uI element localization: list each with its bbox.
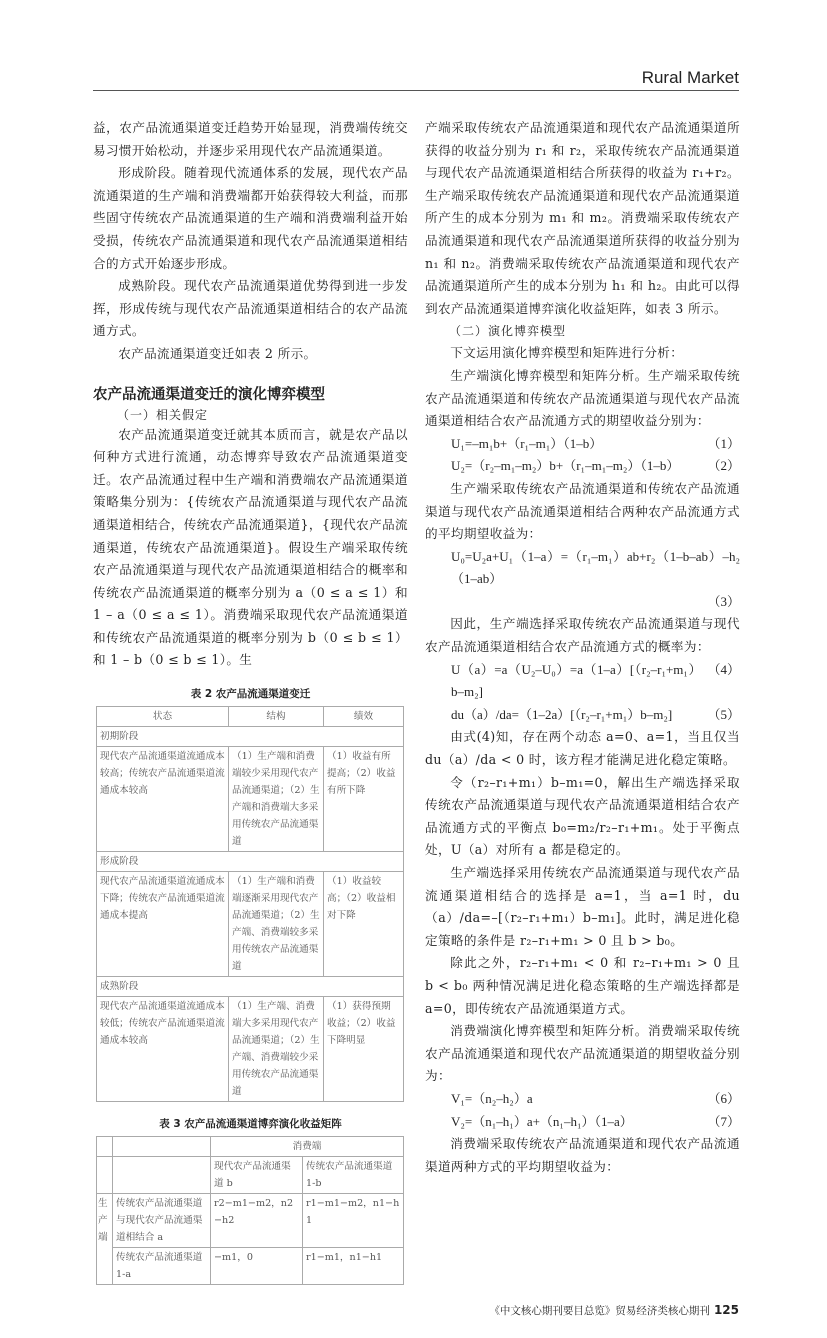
stage-row: 初期阶段: [97, 727, 404, 747]
paragraph: 下文运用演化博弈模型和矩阵进行分析：: [450, 345, 684, 361]
equation-1: [425, 433, 740, 456]
table-header: 绩效: [324, 707, 404, 727]
table-cell: r1−m1−m2，n1−h1: [303, 1194, 404, 1248]
equation-4: [425, 659, 740, 704]
equation: U（a）=a（U₂–U₀）=a（1–a）[（r₂–r₁+m₁）b–m₂]: [451, 661, 702, 700]
equation: du（a）/da=（1–2a）[（r₂–r₁+m₁）b–m₂]: [451, 706, 673, 722]
producer-label: 产: [98, 1215, 108, 1227]
subsection-heading: （二）演化博弈模型: [449, 324, 567, 339]
equation-number: （3）: [707, 593, 740, 609]
section-heading: 农产品流通渠道变迁的演化博弈模型: [93, 386, 325, 403]
paragraph: 农产品流通渠道变迁如表 2 所示。: [118, 345, 317, 361]
equation-7: [425, 1111, 740, 1134]
table3: [96, 1136, 404, 1285]
table-cell: 现代农产品流通渠道流通成本下降；传统农产品流通渠道流通成本提高: [97, 872, 229, 977]
equation-6: [425, 1088, 740, 1111]
paragraph: 生产端选择采用传统农产品流通渠道与现代农产品流通渠道相结合的选择是 a=1，当 a=1 时，du（a）/da=–[（r₂–r₁+m₁）b–m₁]。此时，满足进化稳定策略的条件是 r₂–r₁+m₁ > 0 且 b > b₀。: [425, 865, 740, 948]
table-cell: 传统农产品流通渠道与现代农产品流通渠道相结合 a: [113, 1194, 211, 1248]
equation: U₁=–m₁b+（r₁–m₁）（1–b）: [451, 435, 603, 451]
table-cell: （1）生产端和消费端较少采用现代农产品流通渠道；（2）生产端和消费端大多采用传统农产品流通渠道: [229, 747, 324, 852]
equation-5: [425, 704, 740, 727]
equation: V₁=（n₂–h₂）a: [451, 1090, 533, 1106]
table-cell: r1−m1，n1−h1: [303, 1248, 404, 1285]
table-cell: （1）获得预期收益；（2）收益下降明显: [324, 997, 404, 1102]
equation-number: （4）: [707, 661, 740, 677]
stage-row: 成熟阶段: [97, 977, 404, 997]
table-header: 传统农产品流通渠道 1-b: [303, 1157, 404, 1194]
paragraph: 消费端采取传统农产品流通渠道和现代农产品流通渠道两种方式的平均期望收益为：: [425, 1136, 740, 1174]
consumer-header: 消费端: [211, 1137, 404, 1157]
paragraph: 成熟阶段。现代农产品流通渠道优势得到进一步发挥，形成传统与现代农产品流通渠道相结合的农产品流通方式。: [93, 278, 408, 339]
producer-label: 生: [98, 1198, 108, 1210]
subsection-heading: （一）相关假定: [117, 407, 209, 422]
paragraph: 由式(4)知，存在两个动态 a=0、a=1，当且仅当 du（a）/da < 0 时，该方程才能满足进化稳定策略。: [425, 729, 740, 768]
table3-title: 表 3 农产品流通渠道博弈演化收益矩阵: [159, 1118, 342, 1131]
table-header: 现代农产品流通渠道 b: [211, 1157, 303, 1194]
table-cell: r2−m1−m2，n2−h2: [211, 1194, 303, 1248]
table-cell: 现代农产品流通渠道流通成本较低；传统农产品流通渠道流通成本较高: [97, 997, 229, 1102]
table-cell: 传统农产品流通渠道 1-a: [113, 1248, 211, 1285]
paragraph: 农产品流通渠道变迁就其本质而言，就是农产品以何种方式进行流通，动态博弈导致农产品流通渠道变迁。农产品流通过程中生产端和消费端农产品流通渠道策略集分别为：{传统农产品流通渠道与现代农产品流通渠道相结合，传统农产品流通渠道}，{现代农产品流通渠道，传统农产品流通渠道}。假设生产端采取传统农产品流通渠道与现代农产品流通渠道相结合的概率和传统农产品流通渠道的概率分别为 a（0 ≤ a ≤ 1）和 1 – a（0 ≤ a ≤ 1）。消费端采取现代农产品流通渠道和传统农产品流通渠道的概率分别为 b（0 ≤ b ≤ 1）和 1 – b（0 ≤ b ≤ 1）。生: [93, 426, 408, 668]
paragraph: 产端采取传统农产品流通渠道和现代农产品流通渠道所获得的收益分别为 r₁ 和 r₂，采取传统农产品流通渠道与现代农产品流通渠道相结合所获得的收益为 r₁+r₂。生产端采取传统农产品流通渠道和现代农产品流通渠道所产生的成本分别为 m₁ 和 m₂。消费端采取传统农产品流通渠道和现代农产品流通渠道所获得的收益分别为 n₁ 和 n₂。消费端采取传统农产品流通渠道和现代农产品流通渠道所产生的成本分别为 h₁ 和 h₂。由此可以得到农产品流通渠道博弈演化收益矩阵，如表 3 所示。: [425, 120, 740, 316]
equation: V₂=（n₁–h₁）a+（n₁–h₁）（1–a）: [451, 1113, 633, 1129]
page-footer: [0, 1285, 827, 1338]
equation-3: [425, 546, 740, 614]
journal-note: 《中文核心期刊要目总览》贸易经济类核心期刊: [489, 1305, 710, 1318]
page-number: 125: [713, 1303, 739, 1318]
table-cell: （1）收益较高；（2）收益相对下降: [324, 872, 404, 977]
equation-number: （1）: [707, 435, 740, 451]
paragraph: 形成阶段。随着现代流通体系的发展，现代农产品流通渠道的生产端和消费端都开始获得较大利益，而那些固守传统农产品流通渠道的生产端和消费端利益开始受损，传统农产品流通渠道和现代农产品流通渠道相结合的方式开始逐步形成。: [93, 165, 408, 271]
right-column: [425, 117, 740, 1178]
table-cell: 现代农产品流通渠道流通成本较高；传统农产品流通渠道流通成本较高: [97, 747, 229, 852]
paragraph: 因此，生产端选择采取传统农产品流通渠道与现代农产品流通渠道相结合农产品流通方式的概率为：: [425, 616, 740, 655]
paragraph: 益，农产品流通渠道变迁趋势开始显现，消费端传统交易习惯开始松动，并逐步采用现代农产品流通渠道。: [93, 120, 408, 158]
left-column: [93, 117, 408, 1285]
running-header: Rural Market: [641, 68, 739, 87]
equation-number: （7）: [707, 1113, 740, 1129]
paragraph: 生产端演化博弈模型和矩阵分析。生产端采取传统农产品流通渠道和传统农产品流通渠道与现代农产品流通渠道相结合农产品流通方式的期望收益分别为：: [425, 367, 740, 429]
equation-number: （5）: [707, 706, 740, 722]
equation-number: （6）: [707, 1090, 740, 1106]
table-cell: （1）生产端、消费端大多采用现代农产品流通渠道；（2）生产端、消费端较少采用传统农产品流通渠道: [229, 997, 324, 1102]
equation-2: [425, 455, 740, 478]
equation: U₀=U₂a+U₁（1–a）=（r₁–m₁）ab+r₂（1–b–ab）–h₂（1–ab）: [451, 548, 740, 587]
paragraph: 令（r₂–r₁+m₁）b–m₁=0，解出生产端选择采取传统农产品流通渠道与现代农产品流通渠道相结合农产品流通方式的平衡点 b₀=m₂/r₂–r₁+m₁。处于平衡点处，U（a）对所有 a 都是稳定的。: [425, 774, 740, 858]
table-cell: （1）生产端和消费端逐渐采用现代农产品流通渠道；（2）生产端、消费端较多采用传统农产品流通渠道: [229, 872, 324, 977]
equation-number: （2）: [707, 458, 740, 474]
table-cell: −m1，0: [211, 1248, 303, 1285]
table-header: 结构: [229, 707, 324, 727]
table-cell: （1）收益有所提高；（2）收益有所下降: [324, 747, 404, 852]
paragraph: 生产端采取传统农产品流通渠道和传统农产品流通渠道与现代农产品流通渠道相结合两种农产品流通方式的平均期望收益为：: [425, 480, 740, 542]
table-header: 状态: [97, 707, 229, 727]
paragraph: 除此之外，r₂–r₁+m₁ < 0 和 r₂–r₁+m₁ > 0 且 b < b₀ 两种情况满足进化稳态策略的生产端选择都是 a=0，即传统农产品流通渠道方式。: [425, 955, 740, 1016]
equation: U₂=（r₂–m₁–m₂）b+（r₁–m₁–m₂）（1–b）: [451, 458, 680, 474]
table2-title: 表 2 农产品流通渠道变迁: [190, 688, 311, 701]
table2: [96, 706, 404, 1102]
stage-row: 形成阶段: [97, 852, 404, 872]
paragraph: 消费端演化博弈模型和矩阵分析。消费端采取传统农产品流通渠道和现代农产品流通渠道的期望收益分别为：: [425, 1023, 740, 1084]
producer-label: 端: [98, 1232, 108, 1244]
